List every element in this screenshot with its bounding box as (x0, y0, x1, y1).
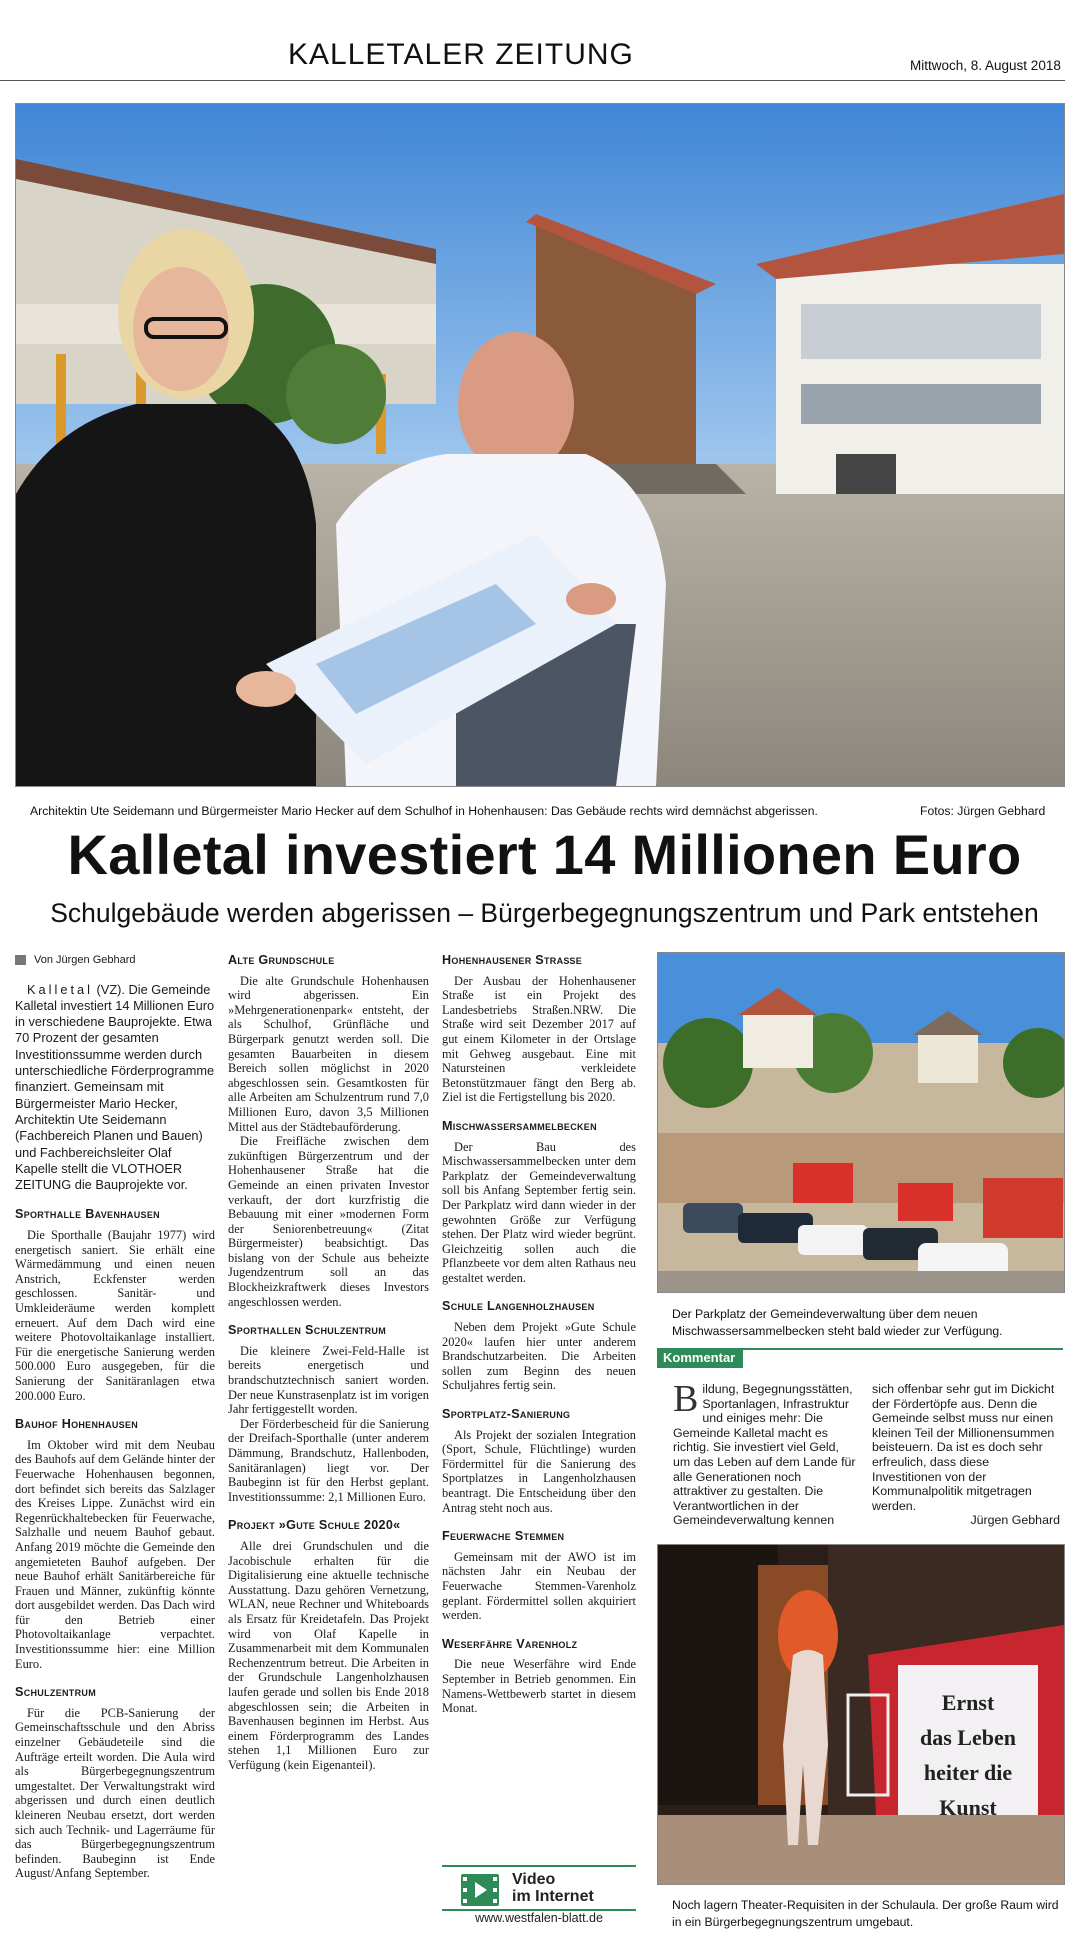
lead-place: Kalletal (27, 981, 93, 997)
section-heading-mischwasser: Mischwassersammelbecken (442, 1118, 597, 1133)
section-text-schulzentrum: Für die PCB-Sanierung der Gemeinschaftsschule und den Abriss einzelner Gebäudeteile sind die Aufträge erteilt worden. Die Aula wird als Bürgerbegegnungszentrum umgestaltet. Der Verwaltungstrakt wird abgerissen und durch einen deutlich kleineren Neubau ersetzt, dort werden sich auch Technik- und Lagerräume für das Bürgerbegegnungszentrum befinden. Baubeginn ist Ende August/Anfang September. (15, 1705, 215, 1881)
section-text-sportplatz: Als Projekt der sozialen Integration (Sport, Schule, Flüchtlinge) wurden Fördermittel für die Sanierung des Sportplatzes in Langenholzhausen beantragt. Die Entscheidung über den Antrag steht noch aus. (442, 1427, 636, 1515)
kommentar-text-1: ildung, Begegnungsstätten, Sportanlagen, Infrastruktur und einiges mehr: Die Gemeinde Kalletal macht es richtig. Sie investiert viel Geld, um das Leben auf dem Lande für alle Generationen noch attraktiver zu gestalten. Die Verantwortlichen in der Gemeindeverwaltung kennen (673, 1382, 856, 1528)
section-heading-sportplatz: Sportplatz-Sanierung (442, 1407, 571, 1422)
video-title-line-2: im Internet (512, 1888, 594, 1905)
parking-lot-photo (657, 952, 1065, 1293)
photo-credit: Fotos: Jürgen Gebhard (920, 804, 1046, 818)
video-internet-box[interactable] (442, 1865, 636, 1927)
lead-paragraph (15, 982, 215, 1194)
masthead (0, 0, 1089, 85)
kommentar-column-2 (872, 1382, 1060, 1528)
section-text-schule-langenholzhausen: Neben dem Projekt »Gute Schule 2020« laufen hier unter anderem Brandschutzarbeiten. Die Arbeiten sollen zum Beginn des neuen Schuljahres fertig sein. (442, 1320, 636, 1393)
main-photo (15, 103, 1065, 787)
byline-square-icon (15, 955, 26, 965)
video-title-line-1: Video (512, 1871, 556, 1888)
kommentar-column-1 (673, 1378, 858, 1528)
video-title (512, 1871, 594, 1905)
section-text-alte-grundschule: Die alte Grundschule Hohenhausen wird abgerissen. Ein »Mehrgenerationenpark« entsteht, der als Schulhof, Grünfläche und Bürgerpark genutzt werden soll. Die gesamten Bauarbeiten in diesem Bereich sollen möglichst in 2020 abgeschlossen sein. Gesamtkosten für alle Arbeiten am Schulzentrum rund 7,0 Millionen Euro, davon 3,5 Millionen Mittel aus der Städtebauförderung. (228, 973, 429, 1134)
section-heading-schulzentrum: Schulzentrum (15, 1685, 96, 1700)
section-text-alte-grundschule-2: Die Freifläche zwischen dem zukünftigen Bürgerzentrum und der Hohenhausener Straße hat die Gemeinde an einen privaten Investor verkauft, der dort kurzfristig die Bebauung mit einer »modernen Form der Seniorenbetreuung« (Zitat Bürgermeister) beabsichtigt. Das bislang von der Schule aus beheizte Jugendzentrum soll an das Blockheizkraftwerk dieses Investors angeschlossen werden. (228, 1134, 429, 1309)
article-column-1 (15, 953, 215, 1881)
theater-illustration (658, 1545, 1064, 1884)
kommentar-header (657, 1348, 1063, 1368)
section-text-weserfaehre: Die neue Weserfähre wird Ende September in Betrieb genommen. Ein Namens-Wettbewerb startet in diesem Monat. (442, 1657, 636, 1716)
kommentar-dropcap: B (673, 1378, 699, 1420)
video-box-top-rule (442, 1865, 636, 1867)
section-text-sporthallen: Die kleinere Zwei-Feld-Halle ist bereits energetisch und brandschutztechnisch saniert worden. Der neue Kunstrasenplatz ist im vorigen Jahr fertiggestellt worden. (228, 1343, 429, 1417)
banner-line-3: heiter die (923, 1760, 1013, 1785)
section-text-sporthallen-2: Der Förderbescheid für die Sanierung der Dreifach-Sporthalle (unter anderem Dämmung, Brandschutz, Hallenboden, Sanitäranlagen) liegt vor. Der Baubeginn ist für den Herbst geplant. Investitionssumme: 2,1 Millionen Euro. (228, 1416, 429, 1504)
main-photo-caption: Architektin Ute Seidemann und Bürgermeister Mario Hecker auf dem Schulhof in Hohenhausen: Das Gebäude rechts wird demnächst abgerissen. (30, 804, 818, 818)
theater-photo (657, 1544, 1065, 1885)
section-text-hohenhausener-strasse: Der Ausbau der Hohenhausener Straße ist ein Projekt des Landesbetriebs Straßen.NRW. Die Straße wird seit Dezember 2017 auf gut einem Kilometer in der Ortslage mit Gehweg ausgebaut. Eine mit Natursteinen verkleidete Betonstützmauer fängt den Berg ab. Ziel ist die Fertigstellung bis 2020. (442, 973, 636, 1105)
section-heading-weserfaehre: Weserfähre Varenholz (442, 1636, 578, 1651)
issue-date: Mittwoch, 8. August 2018 (910, 58, 1061, 73)
section-text-sporthalle: Die Sporthalle (Baujahr 1977) wird energetisch saniert. Sie erhält eine Wärmedämmung und einen neuen Anstrich, Eckfenster werden geschlossen. Sanitär- und Umkleideräume werden komplett erneuert. Auf dem Dach wird eine weitere Photovoltaikanlage installiert. Für die energetische Sanierung werden 500.000 Euro ausgegeben, für die Sanierung der Sanitäranlagen etwa 200.000 Euro. (15, 1228, 215, 1403)
section-heading-sporthalle: Sporthalle Bavenhausen (15, 1207, 160, 1222)
masthead-rule (0, 80, 1065, 81)
main-photo-illustration (16, 104, 1064, 786)
byline (15, 953, 215, 968)
kommentar-text-2: sich offenbar sehr gut im Dickicht der Fördertöpfe aus. Denn die Gemeinde selbst muss nur einen kleinen Teil der Millionensummen beisteuern. Da ist es doch sehr erfreulich, dass diese Investitionen von der Kommunalpolitik mitgetragen werden. (872, 1382, 1055, 1513)
theater-caption: Noch lagern Theater-Requisiten in der Schulaula. Der große Raum wird in ein Bürgerbegegnungszentrum umgebaut. (672, 1898, 1059, 1929)
byline-text: Von Jürgen Gebhard (34, 954, 136, 966)
section-text-feuerwache: Gemeinsam mit der AWO ist im nächsten Jahr ein Neubau der Feuerwache Stemmen-Varenholz geplant. Fördermittel sollen akquiriert werden. (442, 1549, 636, 1623)
film-play-icon (460, 1873, 500, 1907)
kommentar-label: Kommentar (657, 1348, 743, 1368)
section-heading-hohenhausener-strasse: Hohenhausener Straße (442, 953, 583, 967)
section-heading-sporthallen: Sporthallen Schulzentrum (228, 1323, 386, 1338)
section-heading-bauhof: Bauhof Hohenhausen (15, 1417, 139, 1432)
headline: Kalletal investiert 14 Millionen Euro (67, 823, 1022, 886)
section-heading-schule-langenholzhausen: Schule Langenholzhausen (442, 1299, 595, 1314)
article-column-2 (228, 953, 429, 1772)
section-text-gute-schule: Alle drei Grundschulen und die Jacobischule erhalten für die Digitalisierung eine aktuelle technische Ausstattung. Dazu gehören Vernetzung, WLAN, neue Rechner und Whiteboards als Ersatz für Kreidetafeln. Das Projekt wird von Olaf Kapelle in Zusammenarbeit mit dem Kommunalen Rechenzentrum betreut. Die Arbeiten in der Grundschule Langenholzhausen laufen gerade und sollen bis Ende 2018 abgeschlossen sein; die Arbeiten in Bavenhausen beginnen im Herbst. Aus einem Förderprogramm des Landes stehen 1,1 Millionen Euro zur Verfügung (kein Eigenanteil). (228, 1538, 429, 1772)
section-heading-alte-grundschule: Alte Grundschule (228, 953, 335, 967)
video-url-link[interactable]: www.westfalen-blatt.de (475, 1911, 603, 1925)
banner-line-4: Kunst (939, 1795, 997, 1820)
banner-line-2: das Leben (920, 1725, 1016, 1750)
lead-text: (VZ). Die Gemeinde Kalletal investiert 14 Millionen Euro in verschiedene Bauprojekte. Etwa 70 Prozent der gesamten Investitionssumme werden durch unterschiedliche Förderprogramme finanziert. Gemeinsam mit Bürgermeister Mario Hecker, Architektin Ute Seidemann (Fachbereich Planen und Bauen) und Fachbereichsleiter Olaf Kapelle stellt die VLOTHOER ZEITUNG die Bauprojekte vor. (15, 981, 215, 1193)
newspaper-name: KALLETALER ZEITUNG (288, 38, 634, 71)
subheadline: Schulgebäude werden abgerissen – Bürgerbegegnungszentrum und Park entstehen (50, 898, 1039, 928)
kommentar-author: Jürgen Gebhard (970, 1513, 1060, 1528)
parking-lot-illustration (658, 953, 1064, 1292)
article-column-3 (442, 953, 636, 1716)
parking-lot-caption: Der Parkplatz der Gemeindeverwaltung über dem neuen Mischwassersammelbecken steht bald wieder zur Verfügung. (672, 1307, 1003, 1338)
section-text-mischwasser: Der Bau des Mischwassersammelbecken unter dem Parkplatz der Gemeindeverwaltung soll bis Anfang September fertig sein. Der Parkplatz wird dann wieder in der gewohnten Größe zur Verfügung stehen. Der Platz wird wieder begrünt. Gleichzeitig sollen auch die Pflanzbeete vor dem alten Rathaus neu gestaltet werden. (442, 1139, 636, 1285)
section-text-bauhof: Im Oktober wird mit dem Neubau des Bauhofs auf dem Gelände hinter der Feuerwache Hohenhausen begonnen, dort befindet sich bereits das Salzlager des Kreises Lippe. Zunächst wird ein Regenrückhaltebecken für Feuerwache, Salzhalle und neuem Bauhof gebaut. Anfang 2019 möchte die Gemeinde den angemieteten Bauhof aufgeben. Der neue Bauhof erhält Sanitärbereiche für Frauen und Männer, zukünftig könnte dort ausgebildet werden. Das Dach wird für den Betrieb einer Photovoltaikanlage verpachtet. Investitionssumme hier: eine Million Euro. (15, 1437, 215, 1671)
section-heading-feuerwache: Feuerwache Stemmen (442, 1529, 565, 1544)
banner-line-1: Ernst (941, 1690, 995, 1715)
section-heading-gute-schule: Projekt »Gute Schule 2020« (228, 1518, 401, 1533)
